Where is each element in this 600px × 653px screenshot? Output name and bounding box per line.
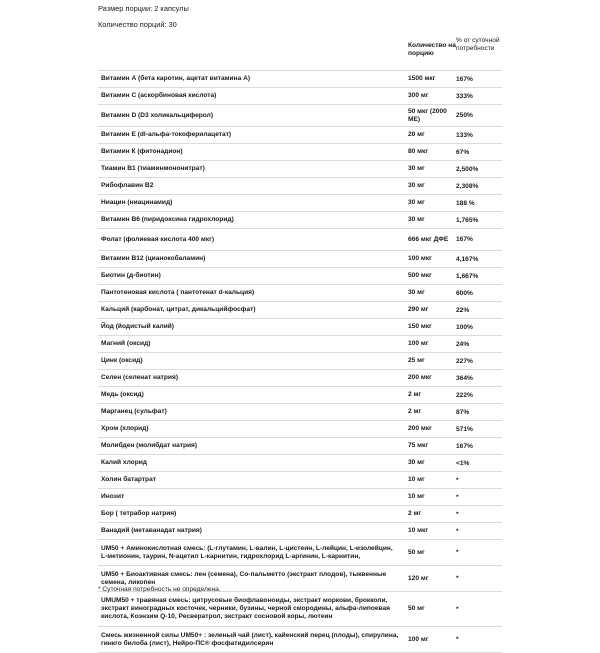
nutrient-daily-value: 1,667% <box>456 272 479 280</box>
nutrient-amount: 10 мг <box>408 476 425 483</box>
nutrient-daily-value: 1,765% <box>456 216 479 224</box>
nutrient-name: Тиамин В1 (тиаминмононитрат) <box>101 165 205 172</box>
table-row <box>98 370 502 387</box>
nutrient-daily-value: 67% <box>456 148 470 156</box>
table-row <box>98 285 502 302</box>
table-row <box>98 71 502 88</box>
nutrient-amount: 120 мг <box>408 574 429 582</box>
table-row <box>98 353 502 370</box>
nutrient-name: Рибофлавин В2 <box>101 182 154 189</box>
nutrient-amount: 100 мг <box>408 340 429 347</box>
nutrient-amount: 30 мг <box>408 199 425 206</box>
nutrient-daily-value: * <box>456 493 459 501</box>
nutrient-name: Витамин А (бета каротин, ацетат витамина А) <box>101 75 251 82</box>
header-daily-value: % от суточной потребности <box>456 37 500 52</box>
nutrient-daily-value: 2,308% <box>456 182 479 190</box>
nutrient-name: Ниацин (ниацинамид) <box>101 199 173 206</box>
nutrient-amount: 10 мкг <box>408 527 429 534</box>
nutrient-daily-value: 22% <box>456 306 470 314</box>
header-amount: Количество на порцию <box>408 42 456 57</box>
table-header <box>98 34 502 71</box>
table-row <box>98 212 502 229</box>
nutrient-daily-value: * <box>456 636 459 643</box>
table-row <box>98 387 502 404</box>
nutrient-name: Ванадий (метаванадат натрия) <box>101 527 202 534</box>
serving-size: Размер порции: 2 капсулы <box>98 4 189 13</box>
nutrient-daily-value: 167% <box>456 75 473 83</box>
nutrient-name: Медь (оксид) <box>101 391 144 398</box>
table-row <box>98 540 502 566</box>
nutrient-amount: 25 мг <box>408 357 425 364</box>
table-row <box>98 336 502 353</box>
nutrient-amount: 2 мг <box>408 391 422 398</box>
nutrient-name: Молибден (молибдат натрия) <box>101 442 198 449</box>
nutrient-amount: 30 мг <box>408 216 425 223</box>
table-row <box>98 229 502 251</box>
nutrient-name: Цинк (оксид) <box>101 357 143 364</box>
nutrient-daily-value: 133% <box>456 131 473 139</box>
nutrient-amount: 1500 мкг <box>408 75 436 82</box>
nutrient-name: Бор ( тетрабор натрия) <box>101 510 177 517</box>
nutrient-name: Селен (селенат натрия) <box>101 374 179 381</box>
nutrient-amount: 50 мкг (2000 МЕ) <box>408 107 447 123</box>
nutrient-amount: 2 мг <box>408 408 422 415</box>
nutrient-daily-value: 227% <box>456 357 473 365</box>
nutrient-name: UM50 + Биоактивная смесь: лен (семена), Со-пальметто (экстракт плодов), тыквенные семена, ликопен <box>101 570 387 586</box>
table-row <box>98 319 502 336</box>
nutrient-amount: 30 мг <box>408 289 425 296</box>
nutrient-name: Витамин В6 (пиридоксина гидрохлорид) <box>101 216 234 223</box>
footnote: * Суточная потребность не определена. <box>98 586 221 593</box>
nutrient-name: Холин батартрат <box>101 476 156 483</box>
nutrient-daily-value: 24% <box>456 340 470 348</box>
table-row <box>98 489 502 506</box>
table-row <box>98 302 502 319</box>
nutrient-name: Магний (оксид) <box>101 340 151 347</box>
nutrient-amount: 20 мг <box>408 131 425 138</box>
nutrient-amount: 290 мг <box>408 306 429 313</box>
nutrient-amount: 75 мкг <box>408 442 429 449</box>
header-name-column <box>98 34 408 70</box>
table-row <box>98 105 502 127</box>
nutrient-name: Инозит <box>101 493 125 500</box>
table-body <box>98 71 502 653</box>
nutrient-daily-value: * <box>456 575 459 582</box>
table-row <box>98 178 502 195</box>
nutrient-daily-value: * <box>456 605 459 613</box>
nutrient-amount: 50 мг <box>408 548 425 556</box>
nutrient-daily-value: 188 % <box>456 199 475 207</box>
nutrient-amount: 2 мг <box>408 510 422 517</box>
nutrient-amount: 300 мг <box>408 92 429 99</box>
table-row <box>98 88 502 105</box>
nutrient-amount: 150 мкг <box>408 323 432 330</box>
nutrient-name: UMUM50 + травяная смесь: цитрусовые биофлавоноиды, экстракт моркови, брокколи, экстракт виноградных косточек, черники, бузины, черной смородины, альфа-липоевая кислота, Коэнзим Q-10, Ресвератрол, экстракт сосновой коры, лютеин <box>101 597 391 620</box>
nutrient-daily-value: * <box>456 549 459 556</box>
table-row <box>98 438 502 455</box>
servings-per-container: Количество порций: 30 <box>98 20 177 29</box>
table-row <box>98 268 502 285</box>
nutrient-name: Витамин Е (dl-альфа-токоферилацетат) <box>101 131 232 138</box>
nutrient-name: Пантотеновая кислота ( пантотенат d-кальция) <box>101 289 255 296</box>
nutrient-name: UM50 + Аминокислотная смесь: (L-глутамин, L-валин, L-цистеин, L-лейцин, L-изолейцин, L-метионин, таурин, N-ацетил L-карнитин, гидрохлорид L-аргинин, L-карнитин, <box>101 544 393 560</box>
nutrient-daily-value: * <box>456 510 459 518</box>
nutrient-amount: 10 мг <box>408 493 425 500</box>
nutrient-daily-value: * <box>456 527 459 535</box>
nutrient-name: Фолат (фолиевая кислота 400 мкг) <box>101 235 215 243</box>
nutrient-name: Витамин В12 (цианокобаламин) <box>101 255 206 262</box>
nutrient-amount: 30 мг <box>408 459 425 466</box>
table-row <box>98 523 502 540</box>
table-row <box>98 144 502 161</box>
nutrient-name: Биотин (д-биотин) <box>101 272 161 279</box>
nutrient-daily-value: 364% <box>456 374 473 382</box>
table-row <box>98 251 502 268</box>
nutrient-daily-value: 600% <box>456 289 473 297</box>
nutrient-daily-value: 250% <box>456 112 473 119</box>
nutrient-amount: 100 мг <box>408 635 429 643</box>
nutrient-name: Хром (хлорид) <box>101 425 149 432</box>
nutrient-name: Йод (йодистый калий) <box>101 323 174 330</box>
nutrient-amount: 200 мкг <box>408 425 432 432</box>
nutrient-amount: 50 мг <box>408 605 425 612</box>
nutrient-amount: 80 мкг <box>408 148 429 155</box>
nutrient-amount: 30 мг <box>408 182 425 189</box>
table-row <box>98 472 502 489</box>
nutrient-amount: 666 мкг ДФЕ <box>408 235 449 243</box>
nutrient-daily-value: 87% <box>456 408 470 416</box>
nutrient-name: Калий хлорид <box>101 459 147 466</box>
table-row <box>98 161 502 178</box>
nutrient-amount: 200 мкг <box>408 374 432 381</box>
nutrient-name: Витамин D (D3 холикальциферол) <box>101 111 214 119</box>
table-row <box>98 592 502 627</box>
nutrition-table <box>98 34 502 653</box>
table-row <box>98 421 502 438</box>
nutrient-name: Кальций (карбонат, цитрат, дикальцийфосфат) <box>101 306 256 313</box>
nutrient-name: Марганец (сульфат) <box>101 408 167 415</box>
nutrient-daily-value: 100% <box>456 323 473 331</box>
table-row <box>98 627 502 653</box>
nutrient-amount: 100 мкг <box>408 255 432 262</box>
table-row <box>98 506 502 523</box>
table-row <box>98 127 502 144</box>
nutrient-daily-value: * <box>456 476 459 484</box>
nutrient-daily-value: 222% <box>456 391 473 399</box>
nutrient-daily-value: <1% <box>456 459 470 467</box>
nutrient-amount: 500 мкг <box>408 272 432 279</box>
nutrient-daily-value: 167% <box>456 236 473 243</box>
table-row <box>98 455 502 472</box>
nutrient-daily-value: 4,167% <box>456 255 479 263</box>
table-row <box>98 195 502 212</box>
table-row <box>98 404 502 421</box>
nutrient-daily-value: 2,500% <box>456 165 479 173</box>
nutrient-amount: 30 мг <box>408 165 425 172</box>
nutrient-name: Витамин К (фитонадион) <box>101 148 183 155</box>
nutrient-daily-value: 333% <box>456 92 473 100</box>
nutrient-daily-value: 571% <box>456 425 473 433</box>
nutrient-daily-value: 167% <box>456 442 473 450</box>
nutrient-name: Витамин С (аскорбиновая кислота) <box>101 92 217 99</box>
nutrient-name: Смесь жизненной силы UM50+ : зеленый чай (лист), кайенский перец (плоды), спирулина, гинкго билоба (лист), Нейро-ПС® фосфатидилсерин <box>101 631 399 647</box>
